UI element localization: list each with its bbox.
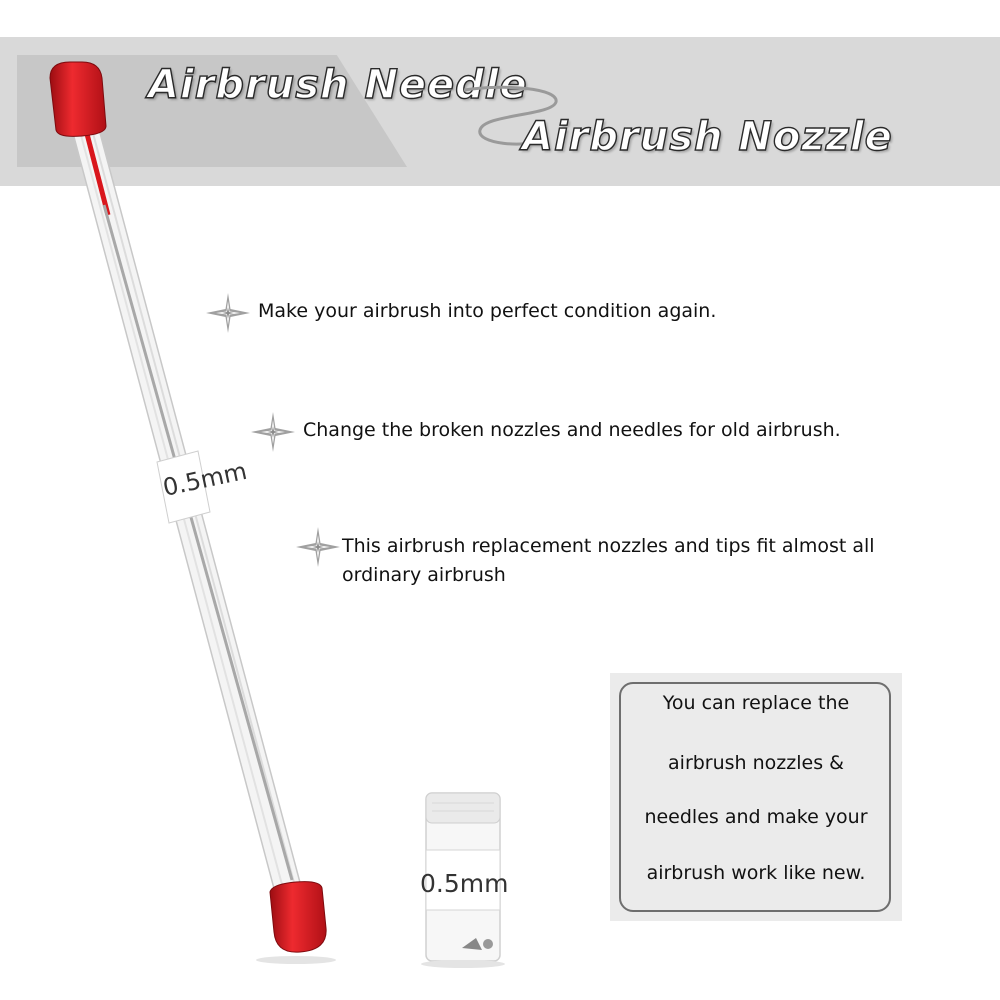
- sparkle-icon: [206, 293, 250, 333]
- note-line: airbrush work like new.: [646, 862, 866, 884]
- sparkle-icon: [296, 527, 340, 567]
- feature-text: This airbrush replacement nozzles and tips fit almost all ordinary airbrush: [342, 535, 875, 586]
- feature-text: Make your airbrush into perfect condition again.: [258, 300, 717, 322]
- feature-item: [206, 293, 716, 333]
- feature-item: [251, 412, 841, 452]
- feature-text: Change the broken nozzles and needles for old airbrush.: [303, 419, 841, 441]
- note-line: You can replace the: [662, 692, 850, 714]
- note-line: needles and make your: [644, 806, 868, 828]
- nozzle-size-label: 0.5mm: [420, 869, 509, 898]
- title-needle: Airbrush Needle: [148, 62, 528, 108]
- feature-item: [296, 527, 936, 590]
- note-line: airbrush nozzles &: [668, 752, 844, 774]
- svg-text:0.5mm: 0.5mm: [160, 456, 250, 502]
- title-nozzle: Airbrush Nozzle: [522, 114, 893, 160]
- sparkle-icon: [251, 412, 295, 452]
